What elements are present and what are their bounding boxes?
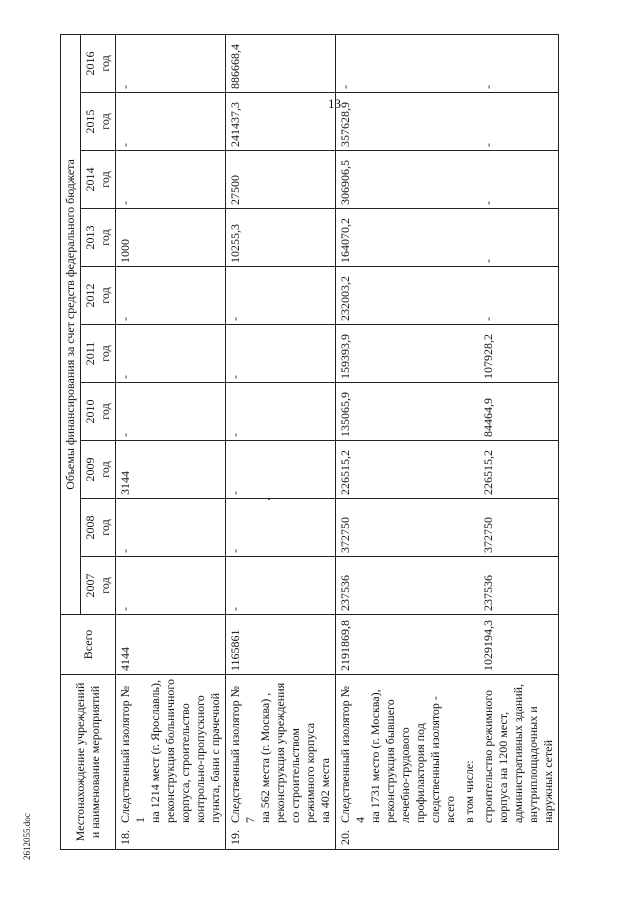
row-total bbox=[460, 615, 479, 675]
row-year-value bbox=[460, 499, 479, 557]
header-group: Объемы финансирования за счет средств федерального бюджета bbox=[61, 34, 81, 614]
row-year-value: - bbox=[479, 267, 559, 325]
row-year-value bbox=[460, 34, 479, 92]
row-year-value bbox=[460, 209, 479, 267]
row-year-value: 372750 bbox=[336, 499, 461, 557]
row-year-value: 164070,2 bbox=[336, 209, 461, 267]
row-name-cell bbox=[460, 675, 479, 850]
row-year-value: 226515,2 bbox=[336, 441, 461, 499]
row-year-value: 372750 bbox=[479, 499, 559, 557]
row-name-cell bbox=[226, 675, 336, 850]
header-year: 2016 год bbox=[81, 34, 116, 92]
header-total: Всего bbox=[61, 615, 116, 675]
row-year-value bbox=[460, 557, 479, 615]
row-year-value: - bbox=[116, 34, 226, 92]
header-year: 2007 год bbox=[81, 557, 116, 615]
row-name: строительство режимного корпуса на 1200 мест, административных зданий, внутриплощадочных и наружных сетей bbox=[481, 683, 555, 823]
row-year-value: - bbox=[226, 325, 336, 383]
rotated-table-wrapper bbox=[60, 35, 620, 850]
footer-filename: 2612055.doc bbox=[22, 813, 32, 860]
row-year-value: - bbox=[116, 383, 226, 441]
header-year: 2014 год bbox=[81, 151, 116, 209]
row-number: 20. bbox=[338, 830, 352, 845]
row-name: Следственный изолятор № 7 на 562 места (г. Москва) , реконструкция учреждения со строительством режимного корпуса на 402 места bbox=[228, 682, 332, 823]
row-name: Следственный изолятор № 4 на 1731 место (г. Москва), реконструкция бывшего лечебно-трудового профилактория под следственный изолятор - всего bbox=[338, 685, 457, 823]
row-number: 19. bbox=[228, 830, 242, 845]
row-year-value: 107928,2 bbox=[479, 325, 559, 383]
row-year-value: - bbox=[116, 557, 226, 615]
row-year-value bbox=[460, 441, 479, 499]
page-number: 13 bbox=[328, 96, 341, 111]
row-name-cell bbox=[116, 675, 226, 850]
table-row bbox=[336, 34, 461, 849]
row-name-cell bbox=[479, 675, 559, 850]
row-name: в том числе: bbox=[462, 760, 476, 823]
row-year-value: - bbox=[479, 209, 559, 267]
row-year-value: 237536 bbox=[479, 557, 559, 615]
header-year: 2011 год bbox=[81, 325, 116, 383]
table-row bbox=[116, 34, 226, 849]
row-year-value: - bbox=[226, 383, 336, 441]
row-year-value: - bbox=[479, 151, 559, 209]
row-year-value: 3144 bbox=[116, 441, 226, 499]
row-year-value: - bbox=[116, 151, 226, 209]
header-name: Местонахождение учреждений и наименование мероприятий bbox=[61, 675, 116, 850]
header-year: 2013 год bbox=[81, 209, 116, 267]
row-year-value: - bbox=[116, 325, 226, 383]
row-total: 1029194,3 bbox=[479, 615, 559, 675]
row-year-value: 1000 bbox=[116, 209, 226, 267]
row-year-value: - bbox=[226, 557, 336, 615]
row-year-value bbox=[460, 93, 479, 151]
row-year-value: 159393,9 bbox=[336, 325, 461, 383]
row-name: Следственный изолятор № 1 на 1214 мест (г. Ярославль), реконструкция больничного корпуса, строительство контрольно-пропускного пункта, бани с прачечной bbox=[118, 678, 222, 823]
table-row bbox=[226, 34, 336, 849]
row-total: 1165861 bbox=[226, 615, 336, 675]
row-year-value: 84464,9 bbox=[479, 383, 559, 441]
header-year: 2015 год bbox=[81, 93, 116, 151]
row-year-value: - bbox=[116, 267, 226, 325]
row-year-value: 237536 bbox=[336, 557, 461, 615]
row-year-value bbox=[460, 383, 479, 441]
header-year: 2012 год bbox=[81, 267, 116, 325]
table-row bbox=[460, 34, 479, 849]
header-year: 2010 год bbox=[81, 383, 116, 441]
row-year-value: - bbox=[116, 93, 226, 151]
row-year-value: 306906,5 bbox=[336, 151, 461, 209]
row-year-value: 357628,9 bbox=[336, 93, 461, 151]
row-year-value: 226515,2 bbox=[479, 441, 559, 499]
row-year-value: 886668,4 bbox=[226, 34, 336, 92]
row-year-value: - bbox=[479, 34, 559, 92]
row-year-value: - bbox=[116, 499, 226, 557]
row-total: 2191869,8 bbox=[336, 615, 461, 675]
table-row bbox=[479, 34, 559, 849]
row-year-value: - bbox=[226, 499, 336, 557]
row-year-value bbox=[460, 151, 479, 209]
row-year-value: - bbox=[226, 267, 336, 325]
row-year-value: - bbox=[479, 93, 559, 151]
row-year-value: - bbox=[226, 441, 336, 499]
row-year-value: 241437,3 bbox=[226, 93, 336, 151]
header-year: 2009 год bbox=[81, 441, 116, 499]
row-year-value bbox=[460, 325, 479, 383]
row-year-value: - bbox=[336, 34, 461, 92]
row-total: 4144 bbox=[116, 615, 226, 675]
funding-table bbox=[60, 34, 559, 850]
row-year-value: 27500 bbox=[226, 151, 336, 209]
header-year: 2008 год bbox=[81, 499, 116, 557]
row-year-value: 135065,9 bbox=[336, 383, 461, 441]
row-year-value bbox=[460, 267, 479, 325]
row-number: 18. bbox=[118, 830, 132, 845]
row-year-value: 10255,3 bbox=[226, 209, 336, 267]
row-name-cell bbox=[336, 675, 461, 850]
row-year-value: 232003,2 bbox=[336, 267, 461, 325]
